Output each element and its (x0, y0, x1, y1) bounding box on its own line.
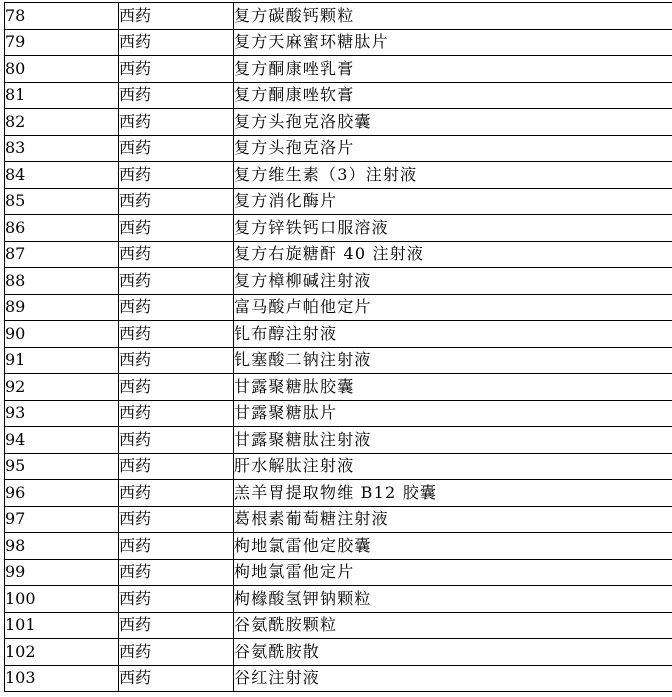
category-cell: 西药 (119, 480, 234, 507)
row-number-cell: 81 (5, 82, 119, 109)
table-row (5, 162, 672, 189)
row-number-cell: 88 (5, 268, 119, 295)
drug-name-cell: 复方右旋糖酐 40 注射液 (234, 241, 672, 268)
table-row (5, 321, 672, 348)
category-cell: 西药 (119, 506, 234, 533)
category-cell: 西药 (119, 533, 234, 560)
drug-name-cell: 复方维生素（3）注射液 (234, 162, 672, 189)
row-number-cell: 80 (5, 56, 119, 83)
row-number-cell: 83 (5, 135, 119, 162)
table-row (5, 612, 672, 639)
drug-name-cell: 甘露聚糖肽注射液 (234, 427, 672, 454)
category-cell: 西药 (119, 453, 234, 480)
category-cell: 西药 (119, 586, 234, 613)
table-row (5, 3, 672, 30)
category-cell: 西药 (119, 82, 234, 109)
category-cell: 西药 (119, 109, 234, 136)
drug-name-cell: 甘露聚糖肽胶囊 (234, 374, 672, 401)
row-number-cell: 87 (5, 241, 119, 268)
row-number-cell: 103 (5, 665, 119, 692)
row-number-cell: 79 (5, 29, 119, 56)
row-number-cell: 102 (5, 639, 119, 666)
drug-name-cell: 钆塞酸二钠注射液 (234, 347, 672, 374)
drug-name-cell: 复方头孢克洛片 (234, 135, 672, 162)
drug-name-cell: 钆布醇注射液 (234, 321, 672, 348)
drug-name-cell: 复方樟柳碱注射液 (234, 268, 672, 295)
table-row (5, 135, 672, 162)
drug-name-cell: 枸地氯雷他定胶囊 (234, 533, 672, 560)
row-number-cell: 96 (5, 480, 119, 507)
table-row (5, 427, 672, 454)
category-cell: 西药 (119, 639, 234, 666)
row-number-cell: 100 (5, 586, 119, 613)
drug-name-cell: 复方天麻蜜环糖肽片 (234, 29, 672, 56)
category-cell: 西药 (119, 188, 234, 215)
table-row (5, 453, 672, 480)
drug-name-cell: 复方碳酸钙颗粒 (234, 3, 672, 30)
table-row (5, 188, 672, 215)
table-row (5, 347, 672, 374)
category-cell: 西药 (119, 29, 234, 56)
row-number-cell: 92 (5, 374, 119, 401)
category-cell: 西药 (119, 56, 234, 83)
row-number-cell: 98 (5, 533, 119, 560)
row-number-cell: 91 (5, 347, 119, 374)
category-cell: 西药 (119, 162, 234, 189)
row-number-cell: 89 (5, 294, 119, 321)
category-cell: 西药 (119, 294, 234, 321)
drug-list-table (4, 2, 672, 692)
drug-name-cell: 羔羊胃提取物维 B12 胶囊 (234, 480, 672, 507)
category-cell: 西药 (119, 241, 234, 268)
drug-name-cell: 复方酮康唑乳膏 (234, 56, 672, 83)
row-number-cell: 101 (5, 612, 119, 639)
row-number-cell: 82 (5, 109, 119, 136)
category-cell: 西药 (119, 612, 234, 639)
drug-name-cell: 谷氨酰胺散 (234, 639, 672, 666)
category-cell: 西药 (119, 665, 234, 692)
row-number-cell: 99 (5, 559, 119, 586)
row-number-cell: 97 (5, 506, 119, 533)
row-number-cell: 86 (5, 215, 119, 242)
table-row (5, 109, 672, 136)
drug-name-cell: 复方酮康唑软膏 (234, 82, 672, 109)
drug-name-cell: 谷氨酰胺颗粒 (234, 612, 672, 639)
table-row (5, 268, 672, 295)
category-cell: 西药 (119, 347, 234, 374)
table-row (5, 215, 672, 242)
drug-name-cell: 富马酸卢帕他定片 (234, 294, 672, 321)
table-row (5, 294, 672, 321)
drug-name-cell: 复方头孢克洛胶囊 (234, 109, 672, 136)
row-number-cell: 84 (5, 162, 119, 189)
drug-name-cell: 葛根素葡萄糖注射液 (234, 506, 672, 533)
table-row (5, 533, 672, 560)
row-number-cell: 93 (5, 400, 119, 427)
category-cell: 西药 (119, 321, 234, 348)
drug-name-cell: 谷红注射液 (234, 665, 672, 692)
row-number-cell: 85 (5, 188, 119, 215)
drug-name-cell: 复方消化酶片 (234, 188, 672, 215)
table-row (5, 639, 672, 666)
table-row (5, 82, 672, 109)
drug-name-cell: 复方锌铁钙口服溶液 (234, 215, 672, 242)
table-row (5, 506, 672, 533)
category-cell: 西药 (119, 374, 234, 401)
drug-name-cell: 枸地氯雷他定片 (234, 559, 672, 586)
category-cell: 西药 (119, 268, 234, 295)
table-row (5, 559, 672, 586)
row-number-cell: 90 (5, 321, 119, 348)
row-number-cell: 94 (5, 427, 119, 454)
row-number-cell: 78 (5, 3, 119, 30)
table-row (5, 241, 672, 268)
table-row (5, 480, 672, 507)
table-row (5, 29, 672, 56)
drug-name-cell: 枸橼酸氢钾钠颗粒 (234, 586, 672, 613)
category-cell: 西药 (119, 215, 234, 242)
category-cell: 西药 (119, 400, 234, 427)
table-row (5, 56, 672, 83)
table-row (5, 400, 672, 427)
row-number-cell: 95 (5, 453, 119, 480)
drug-name-cell: 肝水解肽注射液 (234, 453, 672, 480)
category-cell: 西药 (119, 135, 234, 162)
category-cell: 西药 (119, 427, 234, 454)
table-row (5, 665, 672, 692)
drug-name-cell: 甘露聚糖肽片 (234, 400, 672, 427)
category-cell: 西药 (119, 559, 234, 586)
table-row (5, 374, 672, 401)
table-body (5, 3, 672, 692)
table-row (5, 586, 672, 613)
category-cell: 西药 (119, 3, 234, 30)
